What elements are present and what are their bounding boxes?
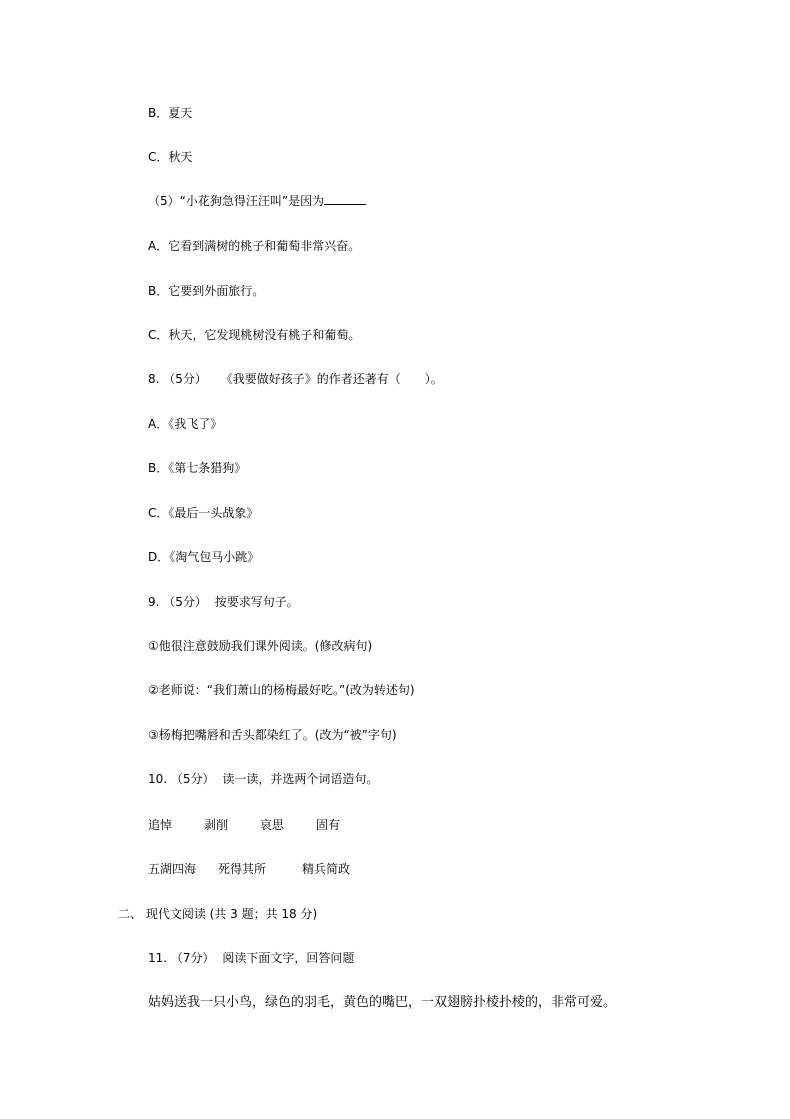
q9-item-3: ③杨梅把嘴唇和舌头都染红了。(改为“被”字句) bbox=[148, 728, 397, 742]
q11-text: 阅读下面文字，回答问题 bbox=[222, 951, 355, 965]
q10-word: 追悼 bbox=[148, 818, 173, 832]
q10-word: 精兵简政 bbox=[302, 862, 351, 876]
q10-word: 死得其所 bbox=[218, 862, 267, 876]
q10-word: 五湖四海 bbox=[148, 862, 197, 876]
q10-word-row-1 bbox=[148, 816, 340, 834]
q11-passage: 姑妈送我一只小鸟，绿色的羽毛，黄色的嘴巴，一双翅膀扑棱扑棱的，非常可爱。 bbox=[148, 995, 617, 1010]
q7-sub5-text: “小花狗急得汪汪叫”是因为 bbox=[179, 194, 325, 208]
q8-number: 8. bbox=[148, 372, 160, 386]
q10-word: 哀思 bbox=[260, 818, 285, 832]
q10-text: 读一读，并选两个词语造句。 bbox=[222, 772, 379, 786]
q11-score: （7分） bbox=[170, 951, 215, 965]
section-2-heading: 二、 现代文阅读 (共 3 题；共 18 分) bbox=[118, 907, 318, 921]
q8-text: 《我要做好孩子》的作者还著有（ ）。 bbox=[220, 372, 443, 386]
q10-question bbox=[148, 770, 378, 788]
q11-number: 11. bbox=[148, 951, 168, 965]
answer-blank bbox=[324, 192, 366, 205]
q8-score: （5分） bbox=[163, 372, 207, 386]
q7-sub5-option-a: A．它看到满树的桃子和葡萄非常兴奋。 bbox=[148, 239, 361, 253]
q9-item-2: ②老师说：“我们萧山的杨梅最好吃。”(改为转述句) bbox=[148, 683, 415, 697]
q7-sub5-prefix: （5） bbox=[148, 194, 180, 208]
q11-question bbox=[148, 949, 354, 967]
q8-option-d: D．《淘气包马小跳》 bbox=[148, 550, 260, 564]
q7-option-c: C．秋天 bbox=[148, 150, 193, 164]
q10-number: 10. bbox=[148, 772, 168, 786]
q7-sub5-option-c: C．秋天，它发现桃树没有桃子和葡萄。 bbox=[148, 328, 361, 342]
q9-item-1: ①他很注意鼓励我们课外阅读。(修改病句) bbox=[148, 639, 373, 653]
q10-word: 固有 bbox=[316, 818, 341, 832]
q10-word-row-2 bbox=[148, 860, 350, 878]
q7-sub5-question bbox=[148, 192, 366, 210]
q7-option-b: B．夏天 bbox=[148, 106, 193, 120]
q8-option-a: A．《我飞了》 bbox=[148, 417, 223, 431]
q10-score: （5分） bbox=[170, 772, 215, 786]
q10-word: 剥削 bbox=[204, 818, 229, 832]
q9-text: 按要求写句子。 bbox=[214, 595, 299, 609]
q8-option-c: C．《最后一头战象》 bbox=[148, 506, 259, 520]
q9-score: （5分） bbox=[163, 595, 207, 609]
q7-sub5-option-b: B．它要到外面旅行。 bbox=[148, 284, 265, 298]
q9-question bbox=[148, 593, 299, 611]
q8-question bbox=[148, 370, 443, 388]
q9-number: 9. bbox=[148, 595, 160, 609]
q8-option-b: B．《第七条猎狗》 bbox=[148, 461, 247, 475]
